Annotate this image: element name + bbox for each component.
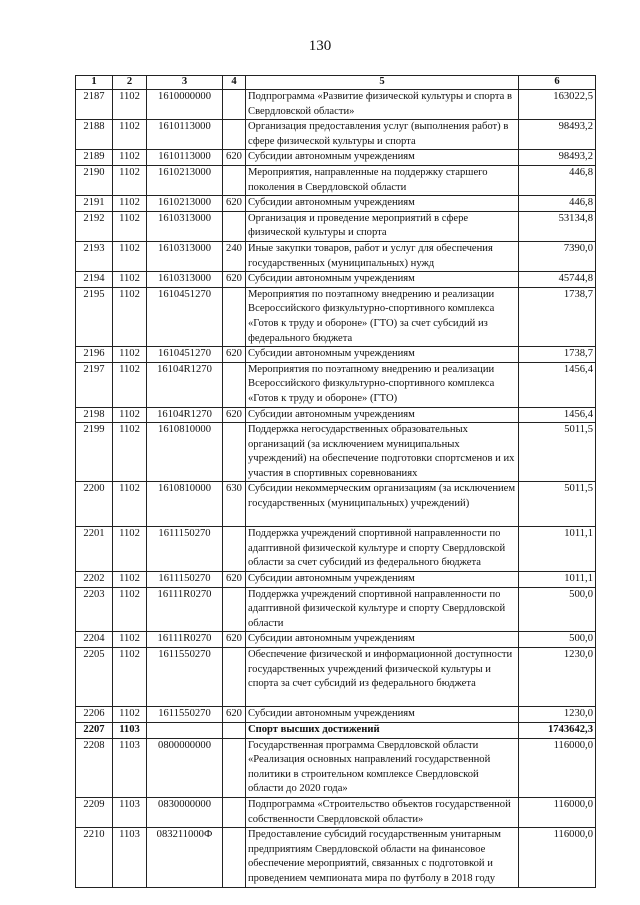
expense-type-code xyxy=(223,90,246,120)
table-row xyxy=(76,648,596,707)
table-row xyxy=(76,150,596,166)
section-code: 1103 xyxy=(113,723,147,739)
amount: 1011,1 xyxy=(519,572,596,588)
amount: 5011,5 xyxy=(519,482,596,527)
target-article-code: 16104R1270 xyxy=(147,362,223,407)
row-number: 2202 xyxy=(76,572,113,588)
table-row xyxy=(76,272,596,288)
expense-type-code: 620 xyxy=(223,407,246,423)
expense-type-code xyxy=(223,120,246,150)
header-row xyxy=(76,76,596,90)
target-article-code: 1610000000 xyxy=(147,90,223,120)
item-name: Поддержка учреждений спортивной направленности по адаптивной физической культуре и спорту Свердловской области xyxy=(246,587,519,632)
item-name: Мероприятия по поэтапному внедрению и реализации Всероссийского физкультурно-спортивного комплекса «Готов к труду и обороне» (ГТО) xyxy=(246,362,519,407)
section-code: 1103 xyxy=(113,828,147,887)
target-article-code: 1610313000 xyxy=(147,272,223,288)
section-code: 1102 xyxy=(113,272,147,288)
expense-type-code xyxy=(223,648,246,707)
amount: 1230,0 xyxy=(519,648,596,707)
table-row xyxy=(76,165,596,195)
section-code: 1102 xyxy=(113,527,147,572)
expense-type-code xyxy=(223,527,246,572)
row-number: 2205 xyxy=(76,648,113,707)
item-name: Субсидии автономным учреждениям xyxy=(246,707,519,723)
target-article-code: 1611150270 xyxy=(147,572,223,588)
row-number: 2203 xyxy=(76,587,113,632)
target-article-code: 1610313000 xyxy=(147,211,223,241)
table-row xyxy=(76,362,596,407)
section-code: 1102 xyxy=(113,482,147,527)
table-row xyxy=(76,241,596,271)
section-code: 1102 xyxy=(113,423,147,482)
table-row xyxy=(76,723,596,739)
target-article-code: 16104R1270 xyxy=(147,407,223,423)
table-row xyxy=(76,482,596,527)
row-number: 2207 xyxy=(76,723,113,739)
expense-type-code xyxy=(223,165,246,195)
amount: 1738,7 xyxy=(519,347,596,363)
budget-table xyxy=(75,75,596,888)
expense-type-code xyxy=(223,723,246,739)
target-article-code: 1610313000 xyxy=(147,241,223,271)
table-row xyxy=(76,423,596,482)
column-header-4: 4 xyxy=(223,76,246,90)
expense-type-code: 620 xyxy=(223,150,246,166)
item-name: Подпрограмма «Развитие физической культуры и спорта в Свердловской области» xyxy=(246,90,519,120)
table-row xyxy=(76,196,596,212)
page-number: 130 xyxy=(308,38,332,54)
table-row xyxy=(76,90,596,120)
table-row xyxy=(76,798,596,828)
item-name: Субсидии автономным учреждениям xyxy=(246,272,519,288)
section-code: 1102 xyxy=(113,362,147,407)
target-article-code: 1610213000 xyxy=(147,196,223,212)
amount: 1456,4 xyxy=(519,362,596,407)
expense-type-code: 240 xyxy=(223,241,246,271)
table-body xyxy=(76,90,596,888)
expense-type-code xyxy=(223,738,246,797)
target-article-code: 1611150270 xyxy=(147,527,223,572)
section-code: 1102 xyxy=(113,90,147,120)
table-row xyxy=(76,211,596,241)
amount: 5011,5 xyxy=(519,423,596,482)
column-header-5: 5 xyxy=(246,76,519,90)
expense-type-code xyxy=(223,423,246,482)
section-code: 1102 xyxy=(113,150,147,166)
target-article-code: 1610810000 xyxy=(147,482,223,527)
target-article-code: 1611550270 xyxy=(147,707,223,723)
table-row xyxy=(76,707,596,723)
target-article-code: 1610451270 xyxy=(147,287,223,346)
item-name: Подпрограмма «Строительство объектов государственной собственности Свердловской области» xyxy=(246,798,519,828)
section-code: 1103 xyxy=(113,798,147,828)
column-header-6: 6 xyxy=(519,76,596,90)
item-name: Предоставление субсидий государственным унитарным предприятиям Свердловской области на финансовое обеспечение мероприятий, связанных с подготовкой и проведением чемпионата мира по футболу в 2018 году xyxy=(246,828,519,887)
amount: 7390,0 xyxy=(519,241,596,271)
target-article-code xyxy=(147,723,223,739)
section-code: 1102 xyxy=(113,632,147,648)
item-name: Субсидии автономным учреждениям xyxy=(246,632,519,648)
expense-type-code: 620 xyxy=(223,272,246,288)
item-name: Субсидии некоммерческим организациям (за исключением государственных (муниципальных) учреждений) xyxy=(246,482,519,527)
section-code: 1102 xyxy=(113,196,147,212)
item-name: Поддержка учреждений спортивной направленности по адаптивной физической культуре и спорту Свердловской области за счет субсидий из федерального бюджета xyxy=(246,527,519,572)
row-number: 2193 xyxy=(76,241,113,271)
amount: 116000,0 xyxy=(519,738,596,797)
amount: 500,0 xyxy=(519,587,596,632)
row-number: 2191 xyxy=(76,196,113,212)
amount: 116000,0 xyxy=(519,798,596,828)
item-name: Обеспечение физической и информационной доступности государственных учреждений физической культуры и спорта за счет субсидий из федерального бюджета xyxy=(246,648,519,707)
amount: 500,0 xyxy=(519,632,596,648)
section-code: 1102 xyxy=(113,407,147,423)
row-number: 2190 xyxy=(76,165,113,195)
item-name: Государственная программа Свердловской области «Реализация основных направлений государственной политики в строительном комплексе Свердловской области до 2020 года» xyxy=(246,738,519,797)
section-code: 1102 xyxy=(113,120,147,150)
row-number: 2210 xyxy=(76,828,113,887)
item-name: Субсидии автономным учреждениям xyxy=(246,572,519,588)
amount: 98493,2 xyxy=(519,150,596,166)
expense-type-code: 620 xyxy=(223,707,246,723)
table-row xyxy=(76,527,596,572)
amount: 1011,1 xyxy=(519,527,596,572)
row-number: 2204 xyxy=(76,632,113,648)
expense-type-code xyxy=(223,362,246,407)
target-article-code: 16111R0270 xyxy=(147,632,223,648)
item-name: Субсидии автономным учреждениям xyxy=(246,150,519,166)
row-number: 2196 xyxy=(76,347,113,363)
table-row xyxy=(76,587,596,632)
row-number: 2201 xyxy=(76,527,113,572)
row-number: 2208 xyxy=(76,738,113,797)
amount: 1738,7 xyxy=(519,287,596,346)
row-number: 2209 xyxy=(76,798,113,828)
item-name: Иные закупки товаров, работ и услуг для обеспечения государственных (муниципальных) нужд xyxy=(246,241,519,271)
amount: 446,8 xyxy=(519,165,596,195)
section-code: 1102 xyxy=(113,572,147,588)
table-row xyxy=(76,407,596,423)
item-name: Организация предоставления услуг (выполнения работ) в сфере физической культуры и спорта xyxy=(246,120,519,150)
expense-type-code: 620 xyxy=(223,196,246,212)
item-name: Субсидии автономным учреждениям xyxy=(246,347,519,363)
expense-type-code xyxy=(223,211,246,241)
table-row xyxy=(76,120,596,150)
expense-type-code xyxy=(223,587,246,632)
section-code: 1102 xyxy=(113,587,147,632)
section-code: 1102 xyxy=(113,347,147,363)
section-code: 1102 xyxy=(113,211,147,241)
amount: 446,8 xyxy=(519,196,596,212)
row-number: 2192 xyxy=(76,211,113,241)
target-article-code: 1610213000 xyxy=(147,165,223,195)
section-code: 1102 xyxy=(113,648,147,707)
row-number: 2198 xyxy=(76,407,113,423)
column-header-3: 3 xyxy=(147,76,223,90)
target-article-code: 16111R0270 xyxy=(147,587,223,632)
table-row xyxy=(76,572,596,588)
expense-type-code: 630 xyxy=(223,482,246,527)
item-name: Мероприятия по поэтапному внедрению и реализации Всероссийского физкультурно-спортивного комплекса «Готов к труду и обороне» (ГТО) за счет субсидий из федерального бюджета xyxy=(246,287,519,346)
row-number: 2199 xyxy=(76,423,113,482)
amount: 1743642,3 xyxy=(519,723,596,739)
expense-type-code xyxy=(223,828,246,887)
table-row xyxy=(76,738,596,797)
row-number: 2188 xyxy=(76,120,113,150)
item-name: Поддержка негосударственных образовательных организаций (за исключением муниципальных учреждений) на обеспечение подготовки спортсменов и их участия в спортивных соревнованиях xyxy=(246,423,519,482)
column-header-1: 1 xyxy=(76,76,113,90)
expense-type-code: 620 xyxy=(223,572,246,588)
expense-type-code xyxy=(223,798,246,828)
item-name: Мероприятия, направленные на поддержку старшего поколения в Свердловской области xyxy=(246,165,519,195)
row-number: 2187 xyxy=(76,90,113,120)
expense-type-code: 620 xyxy=(223,632,246,648)
row-number: 2206 xyxy=(76,707,113,723)
amount: 53134,8 xyxy=(519,211,596,241)
expense-type-code: 620 xyxy=(223,347,246,363)
column-header-2: 2 xyxy=(113,76,147,90)
table-row xyxy=(76,828,596,887)
section-code: 1102 xyxy=(113,165,147,195)
row-number: 2189 xyxy=(76,150,113,166)
row-number: 2197 xyxy=(76,362,113,407)
item-name: Организация и проведение мероприятий в сфере физической культуры и спорта xyxy=(246,211,519,241)
target-article-code: 1610113000 xyxy=(147,150,223,166)
table-row xyxy=(76,287,596,346)
amount: 163022,5 xyxy=(519,90,596,120)
section-code: 1103 xyxy=(113,738,147,797)
item-name: Субсидии автономным учреждениям xyxy=(246,407,519,423)
target-article-code: 1610810000 xyxy=(147,423,223,482)
amount: 1456,4 xyxy=(519,407,596,423)
amount: 45744,8 xyxy=(519,272,596,288)
expense-type-code xyxy=(223,287,246,346)
table-row xyxy=(76,347,596,363)
target-article-code: 1610451270 xyxy=(147,347,223,363)
amount: 1230,0 xyxy=(519,707,596,723)
row-number: 2195 xyxy=(76,287,113,346)
section-code: 1102 xyxy=(113,287,147,346)
target-article-code: 1610113000 xyxy=(147,120,223,150)
amount: 98493,2 xyxy=(519,120,596,150)
row-number: 2200 xyxy=(76,482,113,527)
target-article-code: 0800000000 xyxy=(147,738,223,797)
item-name: Субсидии автономным учреждениям xyxy=(246,196,519,212)
section-code: 1102 xyxy=(113,241,147,271)
amount: 116000,0 xyxy=(519,828,596,887)
target-article-code: 1611550270 xyxy=(147,648,223,707)
target-article-code: 0830000000 xyxy=(147,798,223,828)
item-name: Спорт высших достижений xyxy=(246,723,519,739)
section-code: 1102 xyxy=(113,707,147,723)
row-number: 2194 xyxy=(76,272,113,288)
target-article-code: 083211000Ф xyxy=(147,828,223,887)
table-row xyxy=(76,632,596,648)
